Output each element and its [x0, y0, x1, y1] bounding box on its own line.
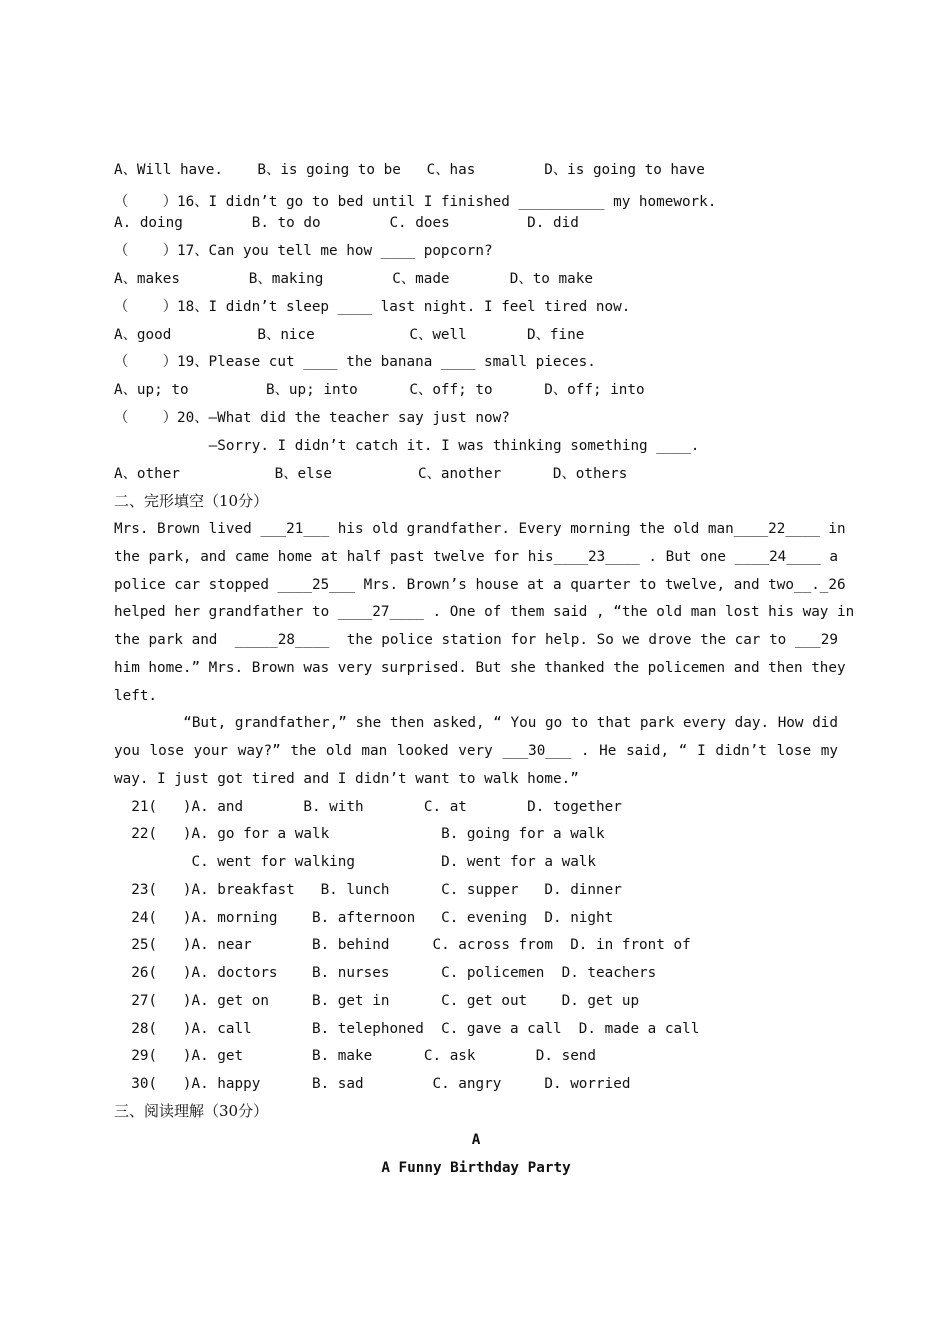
option-line: 23( )A. breakfast B. lunch C. supper D. dinner	[114, 882, 622, 898]
cloze-line: him home.” Mrs. Brown was very surprised. But she thanked the policemen and then they	[114, 660, 846, 676]
cloze-line: Mrs. Brown lived ___21___ his old grandfather. Every morning the old man____22____ in	[114, 521, 846, 537]
option-line: 28( )A. call B. telephoned C. gave a call D. made a call	[114, 1021, 700, 1037]
passage-label: A	[471, 1132, 481, 1148]
option-line: 24( )A. morning B. afternoon C. evening D. night	[114, 910, 614, 926]
mc-line: A. doing B. to do C. does D. did	[114, 215, 579, 231]
option-line: 22( )A. go for a walk B. going for a walk	[114, 826, 605, 842]
cloze-line: the park and _____28____ the police station for help. So we drove the car to ___29	[114, 632, 838, 648]
cloze-line: helped her grandfather to ____27____ . One of them said , “the old man lost his way in	[114, 604, 855, 620]
option-line: 27( )A. get on B. get in C. get out D. get up	[114, 993, 640, 1009]
option-line: 21( )A. and B. with C. at D. together	[114, 799, 622, 815]
mc-line: （ ）18、I didn’t sleep ____ last night. I feel tired now.	[114, 299, 631, 315]
mc-line: A、Will have. B、is going to be C、has D、is going to have	[114, 162, 705, 178]
option-line: 25( )A. near B. behind C. across from D. in front of	[114, 937, 691, 953]
mc-line: A、good B、nice C、well D、fine	[114, 327, 585, 343]
option-line: 26( )A. doctors B. nurses C. policemen D. teachers	[114, 965, 657, 981]
cloze-line: you lose your way?” the old man looked very ___30___ . He said, “ I didn’t lose my	[114, 743, 838, 759]
cloze-line: “But, grandfather,” she then asked, “ You go to that park every day. How did	[114, 715, 838, 731]
cloze-line: the park, and came home at half past twelve for his____23____ . But one ____24____ a	[114, 549, 838, 565]
section-title-cloze: 二、完形填空（10分）	[114, 492, 269, 510]
option-line: 29( )A. get B. make C. ask D. send	[114, 1048, 597, 1064]
mc-line: A、other B、else C、another D、others	[114, 466, 628, 482]
mc-line: A、up; to B、up; into C、off; to D、off; into	[114, 382, 645, 398]
option-line: 30( )A. happy B. sad C. angry D. worried	[114, 1076, 631, 1092]
mc-line: （ ）20、—What did the teacher say just now?	[114, 410, 510, 426]
mc-line: （ ）16、I didn’t go to bed until I finished __________ my homework.	[114, 194, 717, 210]
section-title-reading: 三、阅读理解（30分）	[114, 1102, 269, 1120]
mc-line: （ ）19、Please cut ____ the banana ____ small pieces.	[114, 354, 596, 370]
mc-line: A、makes B、making C、made D、to make	[114, 271, 593, 287]
cloze-line: way. I just got tired and I didn’t want to walk home.”	[114, 771, 579, 787]
option-line: C. went for walking D. went for a walk	[114, 854, 597, 870]
cloze-line: left.	[114, 688, 158, 704]
mc-line: —Sorry. I didn’t catch it. I was thinking something ____.	[114, 438, 700, 454]
passage-title: A Funny Birthday Party	[381, 1160, 571, 1176]
mc-line: （ ）17、Can you tell me how ____ popcorn?	[114, 243, 493, 259]
cloze-line: police car stopped ____25___ Mrs. Brown’s house at a quarter to twelve, and two__._26	[114, 577, 846, 593]
